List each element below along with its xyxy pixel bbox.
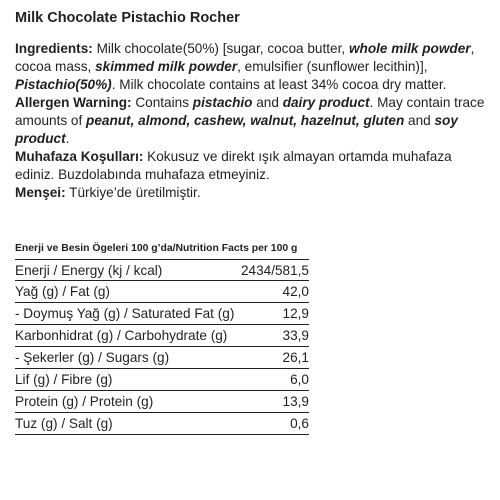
ingredients-allergen: whole milk powder xyxy=(348,41,471,56)
origin-paragraph xyxy=(15,184,485,202)
product-label xyxy=(15,9,485,202)
allergen-paragraph xyxy=(15,94,485,148)
ingredients-heading: Ingredients: xyxy=(15,41,93,56)
allergen-item: soy product xyxy=(15,113,458,146)
ingredients-allergen: Pistachio(50%) xyxy=(15,77,112,92)
table-row xyxy=(15,413,309,435)
nutrition-table-header: Enerji ve Besin Ögeleri 100 g’da/Nutrition Facts per 100 g xyxy=(15,242,309,260)
nutrient-name: - Şekerler (g) / Sugars (g) xyxy=(15,350,170,365)
allergen-item: peanut, almond, cashew, walnut, hazelnut, gluten xyxy=(86,113,405,128)
table-row xyxy=(15,303,309,325)
ingredients-paragraph xyxy=(15,40,485,94)
nutrient-name: Enerji / Energy (kj / kcal) xyxy=(15,263,163,278)
table-row xyxy=(15,347,309,369)
allergen-text: . xyxy=(65,131,70,146)
allergen-heading: Allergen Warning: xyxy=(15,95,132,110)
origin-text: Türkiye’de üretilmiştir. xyxy=(65,185,201,200)
storage-heading: Muhafaza Koşulları: xyxy=(15,149,144,164)
nutrient-value: 0,6 xyxy=(290,416,309,431)
allergen-text: Contains xyxy=(131,95,193,110)
nutrient-value: 13,9 xyxy=(282,394,309,409)
nutrient-value: 2434/581,5 xyxy=(240,263,309,278)
ingredients-text: , emulsifier (sunflower lecithin)], xyxy=(237,59,428,74)
nutrient-value: 42,0 xyxy=(282,284,309,299)
storage-paragraph xyxy=(15,148,485,184)
nutrition-facts-table xyxy=(15,242,309,435)
product-title: Milk Chocolate Pistachio Rocher xyxy=(15,10,240,26)
ingredients-allergen: skimmed milk powder xyxy=(95,59,238,74)
allergen-text: . May contain trace amounts of xyxy=(15,95,485,128)
ingredients-text: Milk chocolate(50%) [sugar, cocoa butter, xyxy=(92,41,349,56)
product-description xyxy=(15,40,485,202)
nutrient-name: - Doymuş Yağ (g) / Saturated Fat (g) xyxy=(15,306,235,321)
nutrient-name: Yağ (g) / Fat (g) xyxy=(15,284,110,299)
allergen-text: and xyxy=(252,95,283,110)
table-row xyxy=(15,369,309,391)
ingredients-text: . Milk chocolate contains at least 34% cocoa dry matter. xyxy=(111,77,447,92)
table-row xyxy=(15,325,309,347)
allergen-text: and xyxy=(404,113,435,128)
table-row xyxy=(15,281,309,303)
nutrient-name: Protein (g) / Protein (g) xyxy=(15,394,154,409)
nutrient-value: 6,0 xyxy=(290,372,309,387)
nutrient-value: 26,1 xyxy=(282,350,309,365)
nutrient-name: Lif (g) / Fibre (g) xyxy=(15,372,113,387)
allergen-item: dairy product xyxy=(282,95,370,110)
origin-heading: Menşei: xyxy=(15,185,66,200)
nutrient-name: Karbonhidrat (g) / Carbohydrate (g) xyxy=(15,328,228,343)
table-row xyxy=(15,391,309,413)
table-row xyxy=(15,260,309,281)
storage-text: Kokusuz ve direkt ışık almayan ortamda muhafaza ediniz. Buzdolabında muhafaza etmeyiniz. xyxy=(15,149,452,182)
nutrient-value: 12,9 xyxy=(282,306,309,321)
allergen-item: pistachio xyxy=(192,95,253,110)
nutrient-value: 33,9 xyxy=(282,328,309,343)
ingredients-text: , cocoa mass, xyxy=(15,41,475,74)
nutrient-name: Tuz (g) / Salt (g) xyxy=(15,416,113,431)
